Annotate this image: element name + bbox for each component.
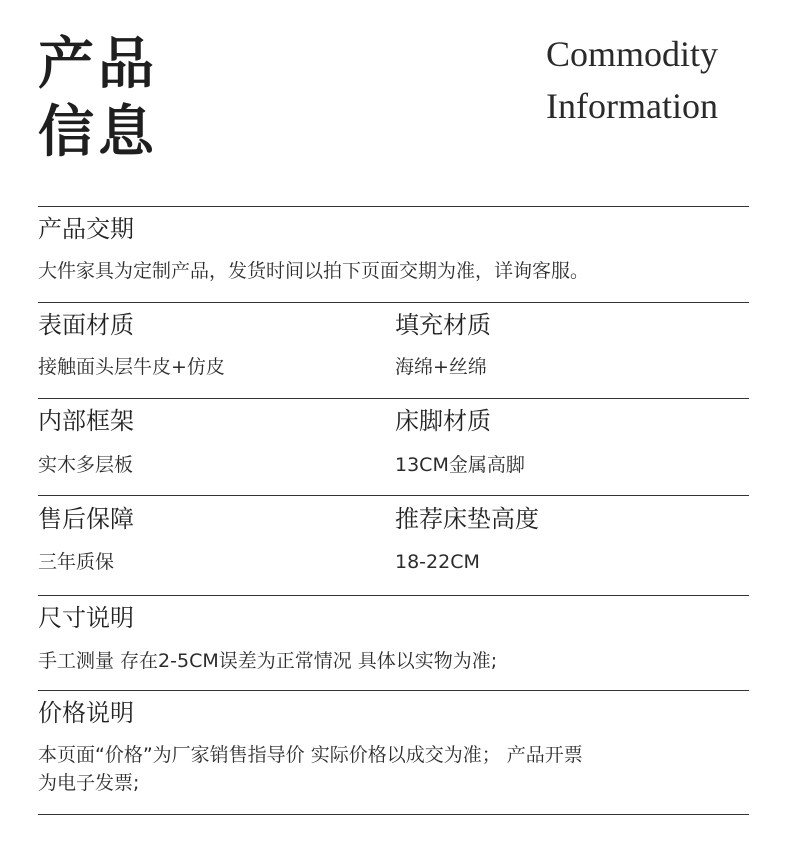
delivery-label: 产品交期 (38, 215, 134, 243)
after-sales-label: 售后保障 (38, 505, 134, 533)
bed-legs-label: 床脚材质 (395, 407, 491, 435)
surface-material-label: 表面材质 (38, 311, 134, 339)
page-title-en (546, 28, 718, 132)
after-sales-value: 三年质保 (38, 551, 115, 573)
filling-material-label: 填充材质 (395, 311, 491, 339)
mattress-height-label: 推荐床垫高度 (395, 505, 539, 533)
filling-material-value: 海绵+丝绵 (395, 356, 487, 378)
page-title-en-line1: Commodity (546, 34, 719, 74)
divider (38, 595, 749, 596)
divider (38, 302, 749, 303)
divider (38, 690, 749, 691)
size-note-label: 尺寸说明 (38, 604, 134, 632)
page-title-cn (38, 30, 158, 166)
divider (38, 495, 749, 496)
page-title-en-line2: Information (546, 86, 718, 126)
delivery-value: 大件家具为定制产品，发货时间以拍下页面交期为准，详询客服。 (38, 260, 590, 282)
bed-legs-value: 13CM金属高脚 (395, 454, 525, 476)
price-note-line2: 为电子发票; (38, 772, 140, 794)
divider (38, 206, 749, 207)
mattress-height-value: 18-22CM (395, 551, 480, 573)
price-note-label: 价格说明 (38, 699, 134, 727)
page-title-cn-line1: 产品 (38, 31, 158, 97)
inner-frame-value: 实木多层板 (38, 454, 134, 476)
price-note-line1: 本页面“价格”为厂家销售指导价 实际价格以成交为准； 产品开票 (38, 744, 583, 766)
size-note-value: 手工测量 存在2-5CM误差为正常情况 具体以实物为准; (38, 650, 498, 672)
divider (38, 398, 749, 399)
page-title-cn-line2: 信息 (38, 99, 158, 165)
surface-material-value: 接触面头层牛皮+仿皮 (38, 356, 225, 378)
divider (38, 814, 749, 815)
inner-frame-label: 内部框架 (38, 407, 134, 435)
